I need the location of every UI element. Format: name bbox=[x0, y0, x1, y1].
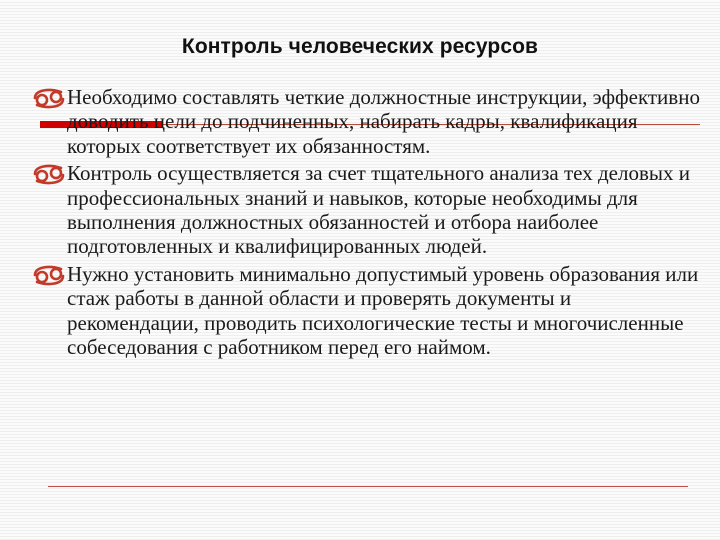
bullet-item bbox=[33, 161, 703, 259]
bullet-text: Необходимо составлять четкие должностные инструкции, эффективно доводить цели до подчиненных, набирать кадры, квалификация которых соответствует их обязанностям. bbox=[67, 85, 700, 158]
cancer-zodiac-icon bbox=[33, 264, 65, 286]
cancer-zodiac-icon bbox=[33, 87, 65, 109]
bottom-divider bbox=[48, 486, 688, 487]
slide-title: Контроль человеческих ресурсов bbox=[181, 35, 539, 58]
bullet-text: Контроль осуществляется за счет тщательного анализа тех деловых и профессиональных знаний и навыков, которые необходимы для выполнения должностных обязанностей и отбора наиболее подготовленных и квалифицированных людей. bbox=[67, 161, 690, 259]
bullet-text: Нужно установить минимально допустимый уровень образования или стаж работы в данной области и проверять документы и рекомендации, проводить психологические тесты и многочисленные собеседования с работником перед его наймом. bbox=[67, 261, 699, 360]
bullet-item bbox=[33, 85, 703, 158]
bullet-list bbox=[33, 85, 703, 362]
cancer-zodiac-icon bbox=[33, 163, 65, 185]
bullet-item bbox=[33, 262, 703, 360]
